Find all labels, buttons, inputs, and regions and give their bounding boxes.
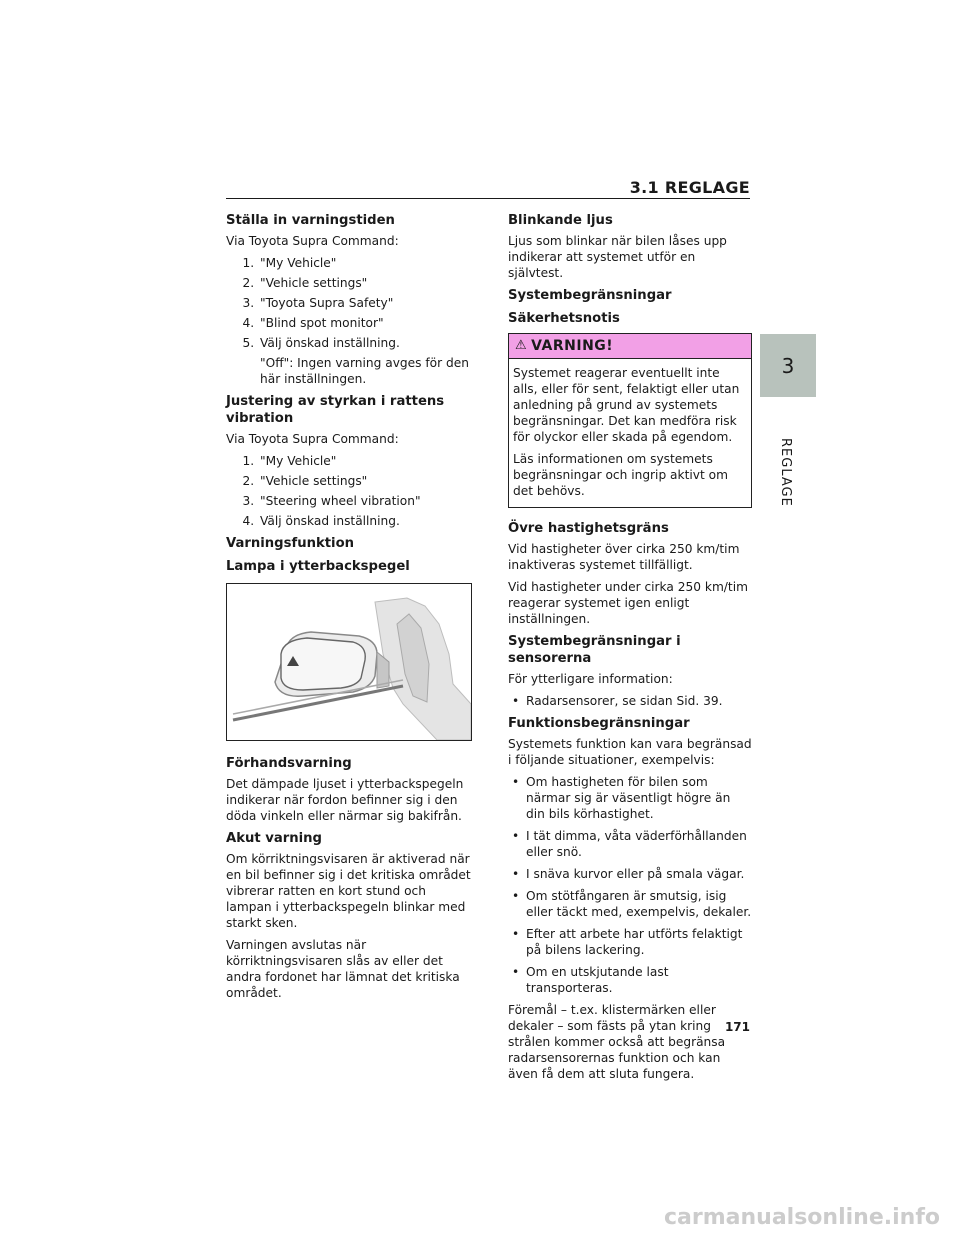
warning-box xyxy=(508,333,752,508)
list-item: 3. "Toyota Supra Safety" xyxy=(258,295,474,311)
warning-label: VARNING! xyxy=(531,338,614,354)
heading-vibration: Justering av styrkan i rattens vibration xyxy=(226,394,445,426)
mirror-illustration xyxy=(226,583,472,741)
paragraph: Det dämpade ljuset i ytterbackspegeln indikerar när fordon befinner sig i den döda vinkeln eller närmar sig bakifrån. xyxy=(226,777,464,823)
list-item: • Om stötfångaren är smutsig, isig eller täckt med, exempelvis, dekaler. xyxy=(508,888,752,920)
list-item: 2. "Vehicle settings" xyxy=(258,275,474,291)
bullet-list xyxy=(508,774,752,996)
heading-warning-function: Varningsfunktion xyxy=(226,536,355,551)
chapter-number: 3 xyxy=(781,353,795,378)
header-rule xyxy=(226,198,750,199)
heading-warning-time: Ställa in varningstiden xyxy=(226,213,395,228)
paragraph: Vid hastigheter under cirka 250 km/tim reagerar systemet igen enligt inställningen. xyxy=(508,580,748,626)
paragraph: Varningen avslutas när körriktningsvisaren slås av eller det andra fordonet har lämnat det kritiska området. xyxy=(226,938,460,1000)
list-item: 2. "Vehicle settings" xyxy=(258,473,474,489)
list-item: • Om en utskjutande last transporteras. xyxy=(508,964,752,996)
warning-header xyxy=(509,334,751,359)
list-item: 1. "My Vehicle" xyxy=(258,255,474,271)
warning-triangle-icon: ⚠ xyxy=(515,338,528,353)
list-item: 4. "Blind spot monitor" xyxy=(258,315,474,331)
steps-list xyxy=(226,255,474,387)
paragraph: Föremål – t.ex. klistermärken eller dekaler – som fästs på ytan kring strålen kommer också att begränsa radarsensorernas funktion och kan även få dem att sluta fungera. xyxy=(508,1003,726,1081)
step-note: "Off": Ingen varning avges för den här inställningen. xyxy=(260,356,469,386)
paragraph: Om körriktningsvisaren är aktiverad när en bil befinner sig i det kritiska området vibrerar ratten en kort stund och lampan i ytterbackspegeln blinkar med starkt sken. xyxy=(226,852,471,930)
list-item: 1. "My Vehicle" xyxy=(258,453,474,469)
paragraph: För ytterligare information: xyxy=(508,672,673,686)
page-number: 171 xyxy=(724,1020,750,1034)
heading-acute-warning: Akut varning xyxy=(226,831,322,846)
paragraph: Läs informationen om systemets begränsningar och ingrip aktivt om det behövs. xyxy=(513,452,728,498)
heading-system-limits: Systembegränsningar xyxy=(508,288,672,303)
heading-safety-notice: Säkerhetsnotis xyxy=(508,311,620,326)
heading-flashing-light: Blinkande ljus xyxy=(508,213,613,228)
list-item: • I tät dimma, våta väderförhållanden eller snö. xyxy=(508,828,752,860)
heading-sensor-limits: Systembegränsningar i sensorerna xyxy=(508,634,681,666)
chapter-tab xyxy=(760,334,816,397)
paragraph: Via Toyota Supra Command: xyxy=(226,432,399,446)
warning-body xyxy=(509,359,751,507)
list-item: 3. "Steering wheel vibration" xyxy=(258,493,474,509)
footer-watermark: carmanualsonline.info xyxy=(664,1205,940,1230)
paragraph: Ljus som blinkar när bilen låses upp indikerar att systemet utför en självtest. xyxy=(508,234,727,280)
section-header: 3.1 REGLAGE xyxy=(629,178,750,197)
paragraph: Systemets funktion kan vara begränsad i följande situationer, exempelvis: xyxy=(508,737,752,767)
list-item: 5. Välj önskad inställning. "Off": Ingen varning avges för den här inställningen. xyxy=(258,335,474,387)
right-column xyxy=(508,206,752,1088)
chapter-label: REGLAGE xyxy=(778,438,793,507)
steps-list xyxy=(226,453,474,529)
heading-pre-warning: Förhandsvarning xyxy=(226,756,352,771)
list-item: 4. Välj önskad inställning. xyxy=(258,513,474,529)
heading-mirror-lamp: Lampa i ytterbackspegel xyxy=(226,559,410,574)
paragraph: Via Toyota Supra Command: xyxy=(226,234,399,248)
list-item: • I snäva kurvor eller på smala vägar. xyxy=(508,866,752,882)
bullet-list xyxy=(508,693,752,709)
list-item: • Radarsensorer, se sidan Sid. 39. xyxy=(508,693,752,709)
paragraph: Systemet reagerar eventuellt inte alls, eller för sent, felaktigt eller utan anledning på grund av systemets begränsningar. Det kan medföra risk för olyckor eller skada på egendom. xyxy=(513,366,740,444)
paragraph: Vid hastigheter över cirka 250 km/tim inaktiveras systemet tillfälligt. xyxy=(508,542,740,572)
list-item: • Efter att arbete har utförts felaktigt på bilens lackering. xyxy=(508,926,752,958)
heading-function-limits: Funktionsbegränsningar xyxy=(508,716,690,731)
heading-upper-speed: Övre hastighetsgräns xyxy=(508,521,669,536)
list-item: • Om hastigheten för bilen som närmar sig är väsentligt högre än din bils körhastighet. xyxy=(508,774,752,822)
left-column xyxy=(226,206,474,1007)
side-mirror-icon xyxy=(227,584,471,740)
